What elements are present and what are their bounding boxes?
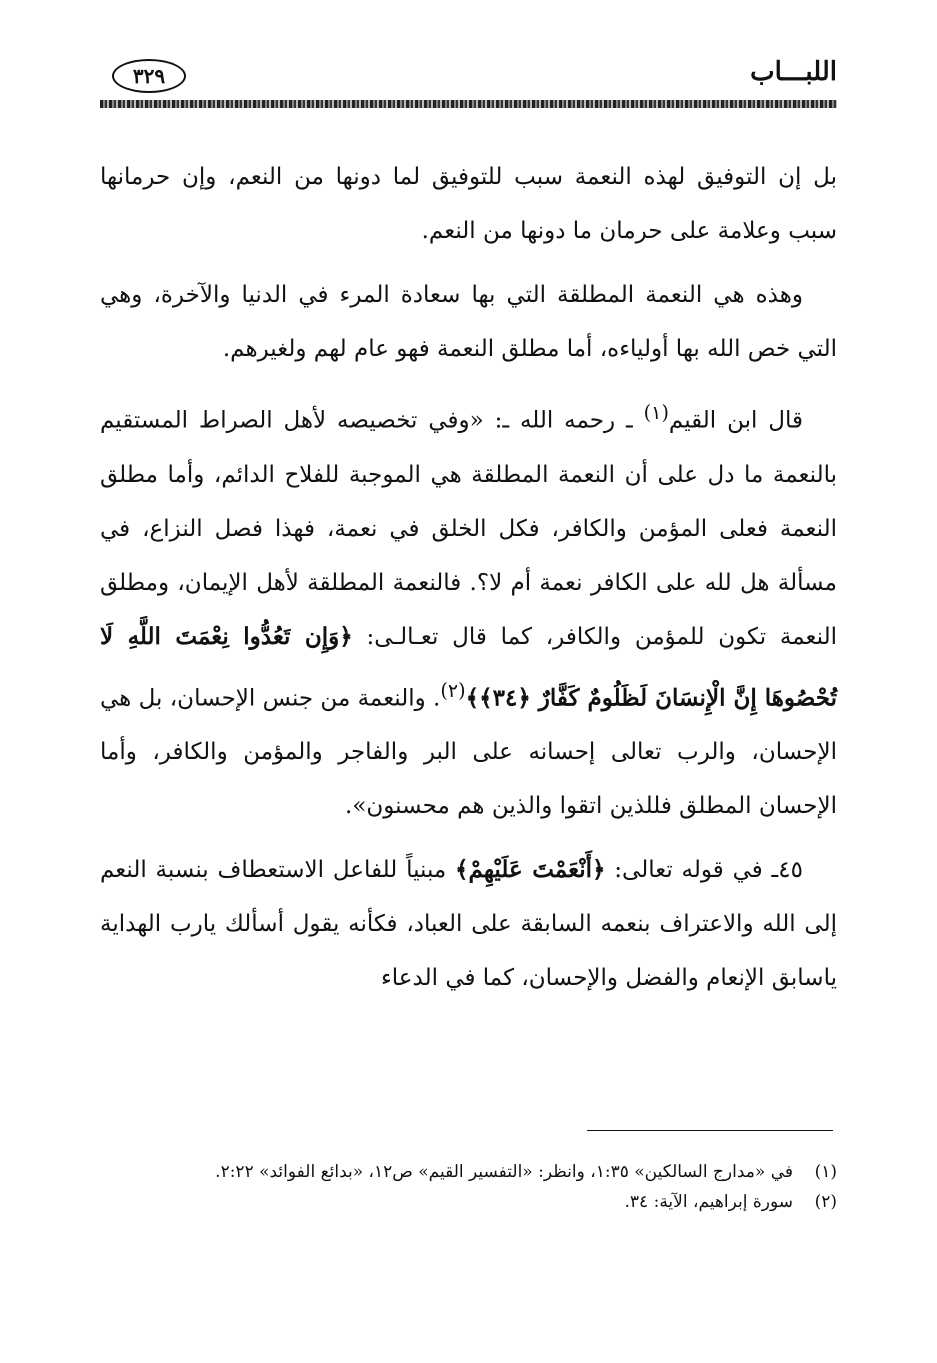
book-title: اللبـــاب (750, 57, 837, 87)
footnote-2-number: (٢) (814, 1192, 837, 1212)
paragraph-4 (100, 843, 837, 1005)
paragraph-3-text-c: . والنعمة من جنس الإحسان، بل هي الإحسان، والرب تعالى إحسانه على البر والفاجر والمؤمن والكافر، وأما الإحسان المطلق فللذين اتقوا والذين هم محسنون». (100, 685, 837, 820)
footnote-separator (587, 1130, 833, 1131)
footnote-1-text: في «مدارج السالكين» ١:٣٥، وانظر: «التفسير القيم» ص١٢، «بدائع الفوائد» ٢:٢٢. (215, 1162, 793, 1182)
page-header (100, 55, 837, 97)
footnote-2 (100, 1187, 837, 1217)
footnote-ref-1: (١) (643, 401, 669, 424)
footnote-1 (100, 1157, 837, 1187)
paragraph-3 (100, 386, 837, 833)
paragraph-1-text: بل إن التوفيق لهذه النعمة سبب للتوفيق لما دونها من النعم، وإن حرمانها سبب وعلامة على حرمان ما دونها من النعم. (100, 164, 837, 244)
paragraph-3-text-b: ـ رحمه الله ـ: «وفي تخصيصه لأهل الصراط المستقيم بالنعمة ما دل على أن النعمة المطلقة هي الموجبة للفلاح الدائم، وأما مطلق النعمة فعلى المؤمن والكافر، فكل الخلق في نعمة، فهذا فصل النزاع، في مسألة هل لله على الكافر نعمة أم لا؟. فالنعمة المطلقة لأهل الإيمان، ومطلق النعمة تكون للمؤمن والكافر، كما قال تعـالـى: (100, 407, 837, 650)
quran-verse-anamta: ﴿أَنْعَمْتَ عَلَيْهِمْ﴾ (455, 856, 606, 884)
main-text (100, 150, 837, 1015)
header-divider (100, 100, 837, 108)
paragraph-1 (100, 150, 837, 258)
footnotes (100, 1157, 837, 1217)
quran-verse-ibrahim-34: ﴿وَإِن تَعُدُّوا نِعْمَتَ اللَّهِ لَا تُحْصُوهَا إِنَّ الْإِنسَانَ لَظَلُومٌ كَفَّارٌ ﴿٣٤﴾﴾ (100, 622, 837, 712)
footnote-2-text: سورة إبراهيم، الآية: ٣٤. (624, 1192, 793, 1212)
paragraph-3-text-a: قال ابن القيم (668, 407, 803, 434)
page-number: ٣٢٩ (112, 59, 186, 93)
paragraph-4-text-b: مبنياً للفاعل الاستعطاف بنسبة النعم إلى الله والاعتراف بنعمه السابقة على العباد، فكأنه يقول أسألك يارب الهداية ياسابق الإنعام والفضل والإحسان، كما في الدعاء (100, 857, 837, 992)
footnote-ref-2: (٢) (440, 678, 466, 702)
paragraph-2 (100, 268, 837, 376)
paragraph-2-text: وهذه هي النعمة المطلقة التي بها سعادة المرء في الدنيا والآخرة، وهي التي خص الله بها أولياءه، أما مطلق النعمة فهو عام لهم ولغيرهم. (100, 282, 837, 362)
paragraph-4-text-a: ٤٥ـ في قوله تعالى: (605, 857, 804, 884)
footnote-1-number: (١) (814, 1162, 837, 1182)
